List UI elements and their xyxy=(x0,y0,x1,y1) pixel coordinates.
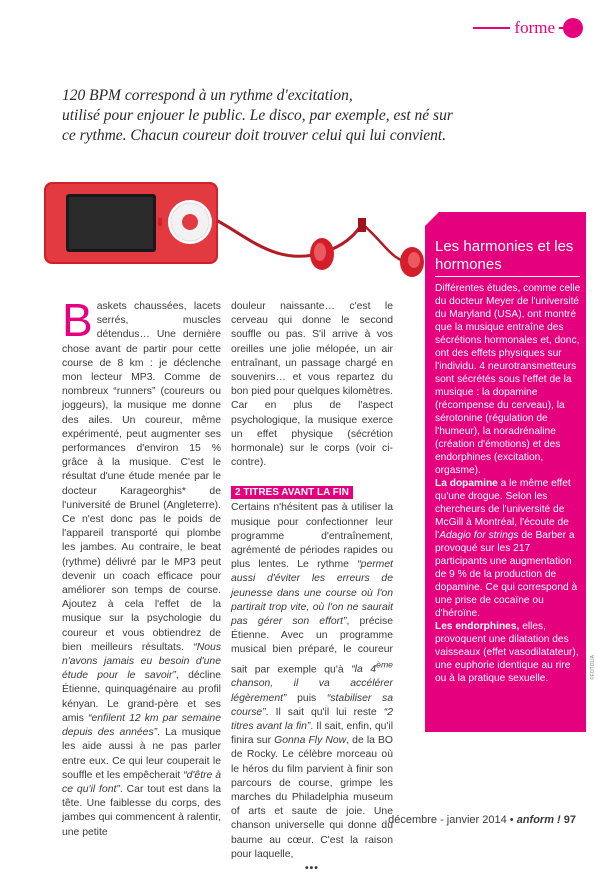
section-tag-dot xyxy=(563,18,583,38)
sidebar-paragraph-2: La dopamine a le même effet qu'une drogue. Selon les chercheurs de l'université de McGill à Montréal, l'écoute de l'Adagio for strings de Barber a provoqué sur les 217 participants une augmentation de 9 % de la production de dopamine. Ce qui correspond à une prise de cocaïne ou d'héroïne. xyxy=(435,478,578,619)
article-column-1 xyxy=(62,294,222,840)
drop-cap: B xyxy=(62,294,93,346)
sidebar-title-rule xyxy=(435,276,580,277)
earphone-cable xyxy=(216,220,362,256)
article-column-2 xyxy=(231,300,393,876)
sidebar-box xyxy=(425,212,586,732)
sidebar-body xyxy=(435,282,581,685)
sidebar-paragraph-1: Différentes études, comme celle du docteur Meyer de l'université du Maryland (USA), ont montré que la musique entraîne des sécrétions hormonales et, donc, ont des effets physiques sur l'individu. 4 neurotransmetteurs sont sécrétés sous l'effet de la musique : la dopamine (récompense du cerveau), la sérotonine (régulation de l'humeur), la noradrénaline (création d'émotions) et des endorphines (excitation, orgasme). xyxy=(435,283,581,476)
issue-date: décembre - janvier 2014 • xyxy=(388,814,514,826)
magazine-brand: anform ! xyxy=(516,814,561,826)
mp3-player-photo xyxy=(40,178,430,298)
continued-marker: ••• xyxy=(305,862,319,874)
sidebar-corner xyxy=(425,212,439,226)
intro-line-1: 120 BPM correspond à un rythme d'excitation, xyxy=(62,87,353,104)
section-tag-label: forme xyxy=(510,16,559,40)
player-center-button xyxy=(182,214,198,230)
article-paragraph-3: Certains n'hésitent pas à utiliser la musique pour confectionner leur programme d'entraînement, agrémenté de périodes rapides ou plus lentes. Le rythme “permet aussi d'éviter les erreurs de jeunesse dans une course où l'on partirait trop vite, où l'on ne saurait pas gérer son effort”, précise Étienne. Avec un programme musical bien préparé, le coureur sait par exemple qu'à “la 4ème chanson, il va accélérer légèrement” puis “stabiliser sa course”. Il sait qu'il lui reste “2 titres avant la fin”. Il sait, enfin, qu'il finira sur Gonna Fly Now, de la BO de Rocky. Le célèbre morceau où le héros du film parvient à finir son parcours de course, grimpe les marches du Philadelphia museum of arts et saute de joie. Une chanson universelle qui donne du baume au cœur. C'est la raison pour laquelle, xyxy=(231,502,394,860)
article-paragraph-1: askets chaussées, lacets serrés, muscles détendus… Une dernière chose avant de partir pour cette course de 8 km : je déclenche mon lecteur MP3. Comme de nombreux “runners” (coureurs ou joggeurs), la musique me donne des ailes. Un coureur, même expérimenté, peut augmenter ses performances d'environ 15 % grâce à la musique. C'est le résultat d'une étude menée par le docteur Karageorghis* de l'université de Brunel (Angleterre). Ce n'est donc pas le poids de l'appareil transporté qui plombe les jambes. Au contraire, le beat (rythme) délivré par le MP3 peut devenir un coach efficace pour améliorer son temps de course. Ajoutez à cela l'effet de la musique sur la psychologie du coureur et vous obtiendrez de bien meilleurs résultats. “Nous n'avons jamais eu besoin d'une étude pour le savoir”, décline Étienne, quinquagénaire au profil kényan. Le grand-père et ses amis “enfilent 12 km par semaine depuis des années”. La musique les aide aussi à ne pas parler entre eux. Ce qui leur couperait le souffle et les empêcherait “d'être à ce qu'il font”. Car tout est dans la tête. Une faiblesse du corps, des jambes qui commencent à ralentir, une petite xyxy=(62,301,222,838)
sidebar-title: Les harmonies et les hormones xyxy=(435,238,574,273)
page-number: 97 xyxy=(563,814,576,826)
cable-slider xyxy=(358,218,366,232)
sidebar-paragraph-3: Les endorphines, elles, provoquent une dilatation des vaisseaux (effet vasodilatateur), une euphorie identique au rire ou à la pratique sexuelle. xyxy=(435,621,579,684)
section-tag xyxy=(473,16,583,40)
photo-credit: ©FOTOLIA xyxy=(590,655,596,680)
intro-quote xyxy=(62,86,482,146)
article-subhead: 2 TITRES AVANT LA FIN xyxy=(231,486,353,499)
earphone-cable-right xyxy=(362,224,406,262)
article-paragraph-2: douleur naissante… c'est le cerveau qui donne le second souffle ou pas. S'il arrive à vos oreilles une jolie mélopée, un air entraînant, un passage chargé en souvenirs… et vous repartez du bon pied pour quelques kilomètres. Car en plus de l'aspect psychologique, la musique exerce un effet physique (sécrétion hormonale) sur le corps (voir ci-contre). xyxy=(231,301,393,469)
page-footer xyxy=(388,814,576,826)
intro-line-3: ce rythme. Chacun coureur doit trouver celui qui lui convient. xyxy=(62,127,447,144)
intro-line-2: utilisé pour enjouer le public. Le disco, par exemple, est né sur xyxy=(62,107,453,124)
